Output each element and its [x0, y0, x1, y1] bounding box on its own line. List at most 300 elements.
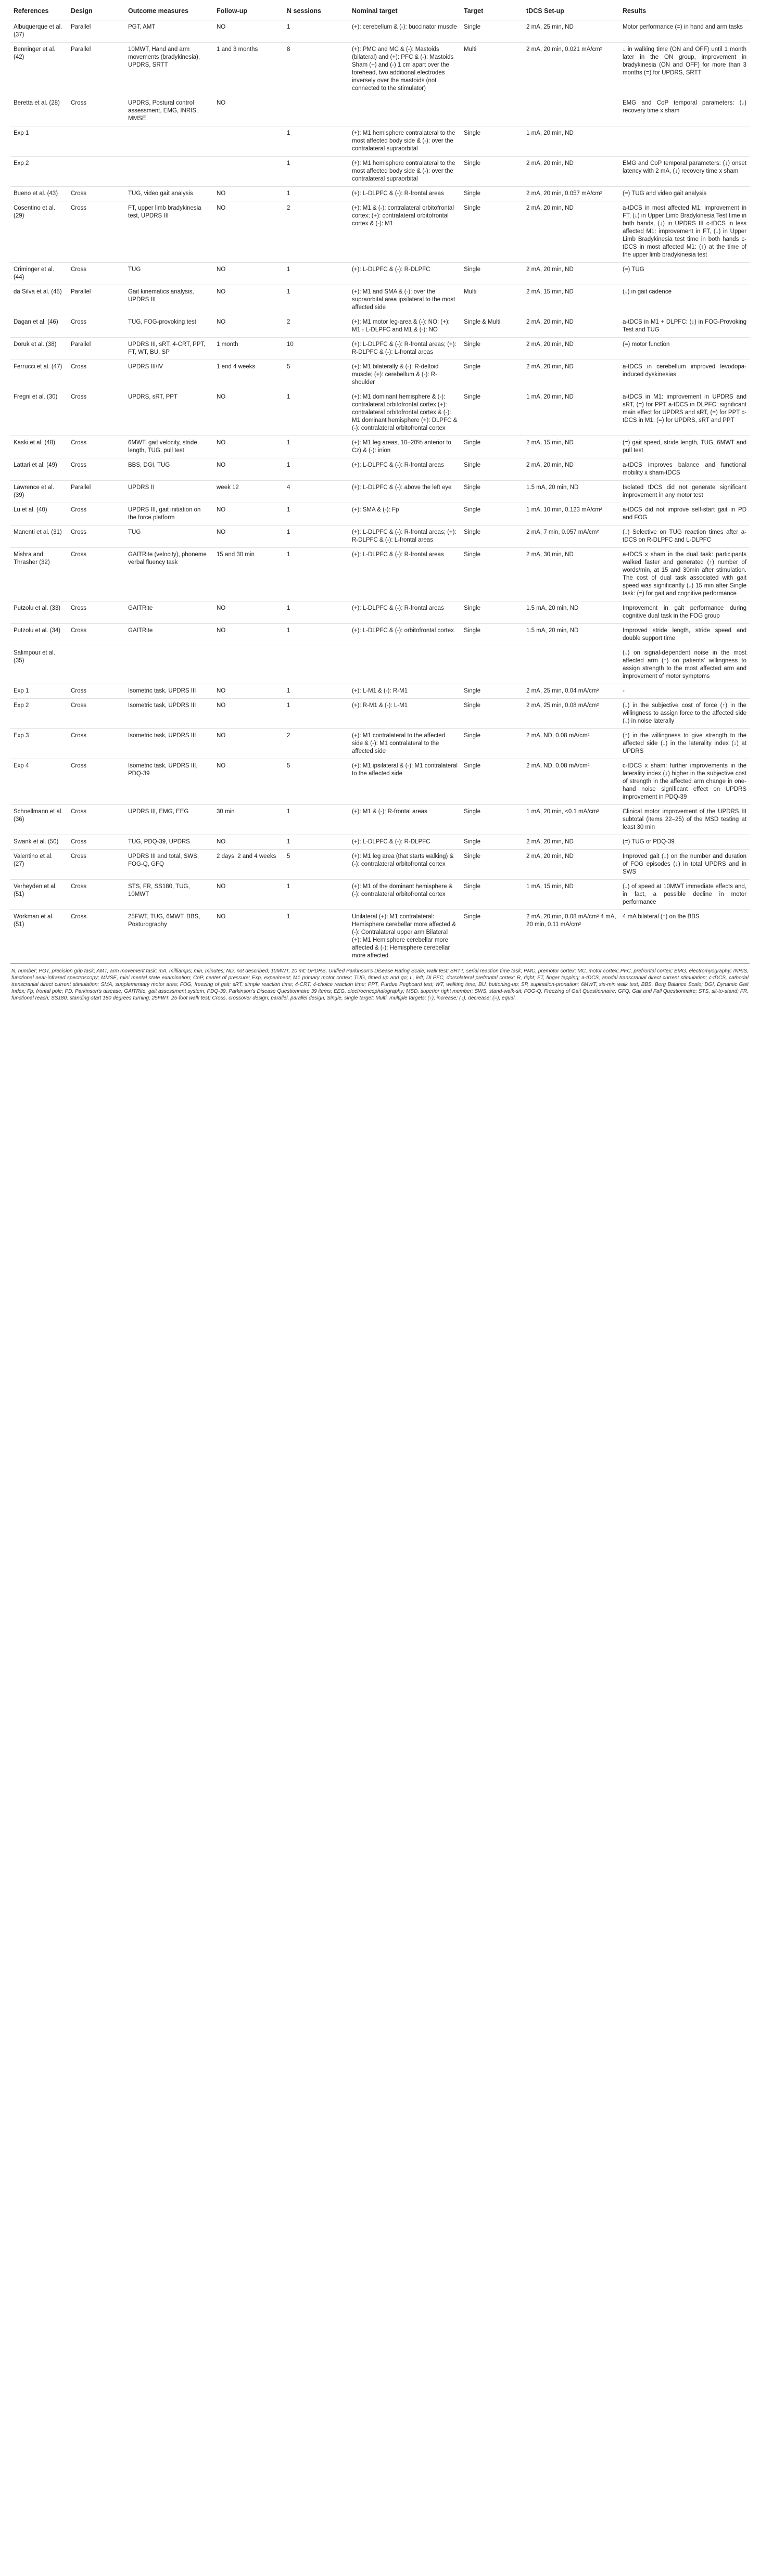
tdcs-setup-cell: 2 mA, 30 min, ND	[523, 548, 619, 601]
tdcs-setup-cell	[523, 96, 619, 126]
reference-cell: Cosentino et al. (29)	[10, 201, 68, 263]
nominal-target-cell: (+): M1 and SMA & (-): over the supraorbital area ipsilateral to the most affected side	[349, 285, 461, 315]
design-cell: Parallel	[68, 481, 125, 503]
target-cell: Single	[461, 458, 523, 481]
design-cell: Cross	[68, 880, 125, 910]
follow-up-cell: NO	[213, 729, 284, 759]
design-cell: Cross	[68, 436, 125, 458]
column-header: tDCS Set-up	[523, 3, 619, 20]
reference-cell: Exp 1	[10, 684, 68, 699]
nominal-target-cell: (+): L-DLPFC & (-): R-frontal areas	[349, 601, 461, 624]
outcome-measures-cell: Isometric task, UPDRS III	[125, 699, 213, 729]
follow-up-cell: NO	[213, 759, 284, 805]
tdcs-setup-cell: 2 mA, 20 min, ND	[523, 315, 619, 338]
n-sessions-cell: 1	[284, 187, 349, 201]
outcome-measures-cell: TUG	[125, 263, 213, 285]
design-cell: Cross	[68, 96, 125, 126]
target-cell: Single	[461, 601, 523, 624]
column-header: N sessions	[284, 3, 349, 20]
outcome-measures-cell: UPDRS III, gait initiation on the force platform	[125, 503, 213, 526]
outcome-measures-cell	[125, 646, 213, 684]
target-cell: Single	[461, 263, 523, 285]
design-cell: Cross	[68, 601, 125, 624]
follow-up-cell: 2 days, 2 and 4 weeks	[213, 850, 284, 880]
reference-cell: Lu et al. (40)	[10, 503, 68, 526]
reference-cell: Kaski et al. (48)	[10, 436, 68, 458]
n-sessions-cell: 4	[284, 481, 349, 503]
results-cell: c-tDCS x sham: further improvements in the laterality index (↓) higher in the subjective cost of strength in the affected arm change in one-hand noise significant effect on UPDRS improvement in PDQ-39	[619, 759, 750, 805]
n-sessions-cell: 1	[284, 910, 349, 964]
nominal-target-cell: (+): L-DLPFC & (-): above the left eye	[349, 481, 461, 503]
outcome-measures-cell: BBS, DGI, TUG	[125, 458, 213, 481]
design-cell: Cross	[68, 458, 125, 481]
tdcs-setup-cell: 1 mA, 20 min, ND	[523, 390, 619, 436]
column-header: Follow-up	[213, 3, 284, 20]
follow-up-cell	[213, 126, 284, 157]
column-header: References	[10, 3, 68, 20]
target-cell: Single	[461, 624, 523, 646]
table-row	[10, 126, 750, 157]
nominal-target-cell: (+): L-DLPFC & (-): R-frontal areas	[349, 458, 461, 481]
follow-up-cell: 1 and 3 months	[213, 43, 284, 96]
design-cell: Parallel	[68, 338, 125, 360]
n-sessions-cell: 1	[284, 548, 349, 601]
target-cell: Single	[461, 850, 523, 880]
outcome-measures-cell: GAITRite	[125, 601, 213, 624]
outcome-measures-cell: UPDRS, Postural control assessment, EMG, INRIS, MMSE	[125, 96, 213, 126]
follow-up-cell: NO	[213, 390, 284, 436]
target-cell: Single	[461, 20, 523, 43]
column-header: Target	[461, 3, 523, 20]
reference-cell: Workman et al. (51)	[10, 910, 68, 964]
n-sessions-cell: 1	[284, 805, 349, 835]
results-cell: -	[619, 684, 750, 699]
tdcs-setup-cell: 1 mA, 20 min, <0.1 mA/cm²	[523, 805, 619, 835]
design-cell: Cross	[68, 390, 125, 436]
nominal-target-cell	[349, 96, 461, 126]
table-row	[10, 699, 750, 729]
design-cell: Cross	[68, 684, 125, 699]
n-sessions-cell: 1	[284, 20, 349, 43]
table-row	[10, 458, 750, 481]
nominal-target-cell: (+): SMA & (-): Fp	[349, 503, 461, 526]
follow-up-cell: NO	[213, 835, 284, 850]
outcome-measures-cell: UPDRS III, EMG, EEG	[125, 805, 213, 835]
follow-up-cell: NO	[213, 285, 284, 315]
target-cell: Single	[461, 759, 523, 805]
results-cell: a-tDCS x sham in the dual task: participants walked faster and generated (↑) number of words/min, at 15 and 30min after stimulation. The cost of dual task associated with gait speed was significantly (↓) 15 min after Single task: (=) for gait and cognitive performance	[619, 548, 750, 601]
nominal-target-cell: (+): M1 ipsilateral & (-): M1 contralateral to the affected side	[349, 759, 461, 805]
results-cell: a-tDCS in M1: improvement in UPDRS and sRT, (=) for PPT a-tDCS in DLPFC: significant main effect for UPDRS and sRT, (=) for PPT c-tDCS in M1: (=) for UPDRS, sRT and PPT	[619, 390, 750, 436]
reference-cell: Beretta et al. (28)	[10, 96, 68, 126]
follow-up-cell	[213, 646, 284, 684]
n-sessions-cell: 1	[284, 880, 349, 910]
target-cell: Multi	[461, 285, 523, 315]
tdcs-setup-cell: 1.5 mA, 20 min, ND	[523, 601, 619, 624]
results-cell: Motor performance (=) in hand and arm tasks	[619, 20, 750, 43]
reference-cell: Exp 3	[10, 729, 68, 759]
table-row	[10, 526, 750, 548]
n-sessions-cell	[284, 96, 349, 126]
outcome-measures-cell: TUG, PDQ-39, UPDRS	[125, 835, 213, 850]
results-cell: EMG and CoP temporal parameters: (↓) recovery time x sham	[619, 96, 750, 126]
outcome-measures-cell: Isometric task, UPDRS III	[125, 684, 213, 699]
reference-cell: Valentino et al. (27)	[10, 850, 68, 880]
table-row	[10, 201, 750, 263]
results-cell: (=) motor function	[619, 338, 750, 360]
column-header: Outcome measures	[125, 3, 213, 20]
design-cell: Cross	[68, 201, 125, 263]
reference-cell: Salimpour et al. (35)	[10, 646, 68, 684]
follow-up-cell: 15 and 30 min	[213, 548, 284, 601]
n-sessions-cell: 1	[284, 503, 349, 526]
design-cell: Cross	[68, 805, 125, 835]
outcome-measures-cell: GAITRite	[125, 624, 213, 646]
n-sessions-cell: 1	[284, 835, 349, 850]
outcome-measures-cell: Gait kinematics analysis, UPDRS III	[125, 285, 213, 315]
header-row	[10, 3, 750, 20]
reference-cell: Mishra and Thrasher (32)	[10, 548, 68, 601]
tdcs-setup-cell: 2 mA, ND, 0.08 mA/cm²	[523, 729, 619, 759]
follow-up-cell: NO	[213, 96, 284, 126]
results-cell: (↓) in the subjective cost of force (↑) in the willingness to assign force to the affected side (↓) in noise laterally	[619, 699, 750, 729]
outcome-measures-cell: UPDRS III and total, SWS, FOG-Q, GFQ	[125, 850, 213, 880]
design-cell	[68, 157, 125, 187]
nominal-target-cell: (+): R-M1 & (-): L-M1	[349, 699, 461, 729]
n-sessions-cell: 1	[284, 390, 349, 436]
nominal-target-cell: (+): L-DLPFC & (-): orbitofrontal cortex	[349, 624, 461, 646]
nominal-target-cell: (+): M1 dominant hemisphere & (-): contralateral orbitofrontal cortex (+): contralateral orbitofrontal cortex & (-): M1 dominant hemisphere (+): DLPFC & (-): contralateral orbitofrontal cortex	[349, 390, 461, 436]
follow-up-cell: NO	[213, 315, 284, 338]
n-sessions-cell: 1	[284, 601, 349, 624]
nominal-target-cell: (+): PMC and MC & (-): Mastoids (bilateral) and (+): PFC & (-): Mastoids Sham (+) and (-) 1 cm apart over the forehead, two additional electrodes inversely over the mastoids (not connected to the stimulator)	[349, 43, 461, 96]
outcome-measures-cell: TUG, FOG-provoking test	[125, 315, 213, 338]
design-cell: Cross	[68, 526, 125, 548]
design-cell: Cross	[68, 187, 125, 201]
follow-up-cell: NO	[213, 20, 284, 43]
target-cell: Single	[461, 684, 523, 699]
table-body	[10, 20, 750, 964]
table-row	[10, 390, 750, 436]
table-row	[10, 729, 750, 759]
target-cell: Single	[461, 548, 523, 601]
table-header	[10, 3, 750, 20]
table-row	[10, 646, 750, 684]
reference-cell: Exp 1	[10, 126, 68, 157]
tdcs-setup-cell: 2 mA, 15 min, ND	[523, 285, 619, 315]
tdcs-setup-cell: 2 mA, 25 min, ND	[523, 20, 619, 43]
follow-up-cell: NO	[213, 624, 284, 646]
tdcs-setup-cell: 2 mA, 25 min, 0.08 mA/cm²	[523, 699, 619, 729]
reference-cell: Albuquerque et al. (37)	[10, 20, 68, 43]
table-row	[10, 43, 750, 96]
tdcs-setup-cell: 2 mA, 20 min, ND	[523, 338, 619, 360]
follow-up-cell: NO	[213, 263, 284, 285]
target-cell: Single	[461, 187, 523, 201]
n-sessions-cell: 5	[284, 850, 349, 880]
design-cell: Cross	[68, 729, 125, 759]
reference-cell: Bueno et al. (43)	[10, 187, 68, 201]
follow-up-cell: NO	[213, 601, 284, 624]
target-cell: Single	[461, 699, 523, 729]
n-sessions-cell: 1	[284, 263, 349, 285]
tdcs-setup-cell: 2 mA, 20 min, ND	[523, 360, 619, 390]
reference-cell: Lawrence et al. (39)	[10, 481, 68, 503]
nominal-target-cell	[349, 646, 461, 684]
follow-up-cell: 1 month	[213, 338, 284, 360]
design-cell: Cross	[68, 315, 125, 338]
n-sessions-cell: 5	[284, 360, 349, 390]
tdcs-setup-cell: 1 mA, 20 min, ND	[523, 126, 619, 157]
target-cell	[461, 96, 523, 126]
table-row	[10, 315, 750, 338]
table-row	[10, 360, 750, 390]
follow-up-cell: NO	[213, 880, 284, 910]
results-cell: Isolated tDCS did not generate significant improvement in any motor test	[619, 481, 750, 503]
outcome-measures-cell: TUG, video gait analysis	[125, 187, 213, 201]
table-row	[10, 880, 750, 910]
tdcs-setup-cell: 2 mA, 20 min, ND	[523, 850, 619, 880]
tdcs-setup-cell: 2 mA, 20 min, 0.08 mA/cm² 4 mA, 20 min, 0.11 mA/cm²	[523, 910, 619, 964]
table-row	[10, 481, 750, 503]
nominal-target-cell: (+): M1 bilaterally & (-): R-deltoid muscle; (+): cerebellum & (-): R-shoulder	[349, 360, 461, 390]
nominal-target-cell: Unilateral (+): M1 contralateral: Hemisphere cerebellar more affected & (-): Contralateral upper arm Bilateral (+): M1 Hemisphere cerebellar more affected & (-): Hemisphere cerebellar more affected	[349, 910, 461, 964]
follow-up-cell	[213, 157, 284, 187]
outcome-measures-cell: TUG	[125, 526, 213, 548]
design-cell: Cross	[68, 624, 125, 646]
table-row	[10, 850, 750, 880]
tdcs-setup-cell: 2 mA, 20 min, ND	[523, 157, 619, 187]
target-cell: Single	[461, 436, 523, 458]
target-cell: Single	[461, 390, 523, 436]
n-sessions-cell	[284, 646, 349, 684]
design-cell: Cross	[68, 699, 125, 729]
design-cell: Cross	[68, 759, 125, 805]
column-header: Nominal target	[349, 3, 461, 20]
results-cell: Improved gait (↓) on the number and duration of FOG episodes (↓) in total UPDRS and in SWS	[619, 850, 750, 880]
reference-cell: Lattari et al. (49)	[10, 458, 68, 481]
reference-cell: da Silva et al. (45)	[10, 285, 68, 315]
reference-cell: Putzolu et al. (33)	[10, 601, 68, 624]
target-cell	[461, 646, 523, 684]
outcome-measures-cell: UPDRS, sRT, PPT	[125, 390, 213, 436]
outcome-measures-cell: PGT, AMT	[125, 20, 213, 43]
results-cell: (↓) of speed at 10MWT immediate effects and, in fact, a possible decline in motor performance	[619, 880, 750, 910]
reference-cell: Putzolu et al. (34)	[10, 624, 68, 646]
results-cell: (=) TUG and video gait analysis	[619, 187, 750, 201]
results-cell: 4 mA bilateral (↑) on the BBS	[619, 910, 750, 964]
follow-up-cell: NO	[213, 699, 284, 729]
n-sessions-cell: 1	[284, 285, 349, 315]
reference-cell: Swank et al. (50)	[10, 835, 68, 850]
follow-up-cell: NO	[213, 684, 284, 699]
nominal-target-cell: (+): M1 hemisphere contralateral to the most affected body side & (-): over the contralateral supraorbital	[349, 126, 461, 157]
design-cell: Parallel	[68, 20, 125, 43]
table-row	[10, 759, 750, 805]
target-cell: Multi	[461, 43, 523, 96]
tdcs-setup-cell: 2 mA, 25 min, 0.04 mA/cm²	[523, 684, 619, 699]
n-sessions-cell: 1	[284, 699, 349, 729]
document-page	[10, 0, 750, 1002]
reference-cell: Exp 2	[10, 699, 68, 729]
design-cell: Cross	[68, 503, 125, 526]
design-cell: Cross	[68, 850, 125, 880]
results-cell: Improvement in gait performance during cognitive dual task in the FOG group	[619, 601, 750, 624]
n-sessions-cell: 1	[284, 684, 349, 699]
table-row	[10, 157, 750, 187]
target-cell: Single	[461, 910, 523, 964]
outcome-measures-cell: STS, FR, SS180, TUG, 10MWT	[125, 880, 213, 910]
design-cell: Cross	[68, 263, 125, 285]
table-row	[10, 624, 750, 646]
outcome-measures-cell: Isometric task, UPDRS III	[125, 729, 213, 759]
reference-cell: Schoellmann et al. (36)	[10, 805, 68, 835]
follow-up-cell: 1 end 4 weeks	[213, 360, 284, 390]
nominal-target-cell: (+): M1 contralateral to the affected side & (-): M1 contralateral to the affected side	[349, 729, 461, 759]
studies-table	[10, 3, 750, 964]
n-sessions-cell: 2	[284, 729, 349, 759]
follow-up-cell: 30 min	[213, 805, 284, 835]
results-cell: a-tDCS did not improve self-start gait in PD and FOG	[619, 503, 750, 526]
target-cell: Single	[461, 503, 523, 526]
tdcs-setup-cell: 2 mA, 20 min, 0.057 mA/cm²	[523, 187, 619, 201]
follow-up-cell: NO	[213, 187, 284, 201]
tdcs-setup-cell: 1.5 mA, 20 min, ND	[523, 624, 619, 646]
follow-up-cell: NO	[213, 201, 284, 263]
tdcs-setup-cell: 2 mA, 20 min, 0.021 mA/cm²	[523, 43, 619, 96]
column-header: Results	[619, 3, 750, 20]
design-cell: Parallel	[68, 285, 125, 315]
target-cell: Single	[461, 157, 523, 187]
table-row	[10, 436, 750, 458]
n-sessions-cell: 1	[284, 436, 349, 458]
nominal-target-cell: (+): L-DLPFC & (-): R-frontal areas	[349, 548, 461, 601]
reference-cell: Verheyden et al. (51)	[10, 880, 68, 910]
reference-cell: Benninger et al. (42)	[10, 43, 68, 96]
results-cell: a-tDCS in cerebellum improved levodopa-induced dyskinesias	[619, 360, 750, 390]
n-sessions-cell: 1	[284, 157, 349, 187]
n-sessions-cell: 8	[284, 43, 349, 96]
table-row	[10, 263, 750, 285]
table-row	[10, 601, 750, 624]
follow-up-cell: NO	[213, 526, 284, 548]
n-sessions-cell: 1	[284, 624, 349, 646]
outcome-measures-cell: 25FWT, TUG, 6MWT, BBS, Posturography	[125, 910, 213, 964]
n-sessions-cell: 1	[284, 126, 349, 157]
table-row	[10, 96, 750, 126]
tdcs-setup-cell: 1 mA, 10 min, 0.123 mA/cm²	[523, 503, 619, 526]
follow-up-cell: NO	[213, 436, 284, 458]
outcome-measures-cell: UPDRS III/IV	[125, 360, 213, 390]
reference-cell: Ferrucci et al. (47)	[10, 360, 68, 390]
table-footnote: N, number; PGT, precision grip task; AMT, arm movement task; mA, milliamps; min, minutes; ND, not described; 10MWT, 10 mt; UPDRS, Unified Parkinson's Disease Rating Scale; walk test; SRTT, serial reaction time task; PMC, premotor cortex; MC, motor cortex; PFC, prefrontal cortex; EMG, electromyography; INRIS, functional near-infrared spectroscopy; MMSE, mini mental state examination; CoP, center of pressure; Exp, experiment; M1 primary motor cortex; TUG, timed up and go; L, left; DLPFC, dorsolateral prefrontal cortex; R, right; FT, finger tapping; a-tDCS, anodal transcranial direct current stimulation; c-tDCS, cathodal transcranial direct current stimulation; SMA, supplementary motor area; FOG, freezing of gait; sRT, simple reaction time; 4-CRT, 4-choice reaction time; PPT, Purdue Pegboard test; WT, walking time; BU, buttoning-up; SP, supination-pronation; 6MWT, six-min walk test; BBS, Berg Balance Scale; DGI, Dynamic Gait Index; Fp, frontal pole; PD, Parkinson's disease; GAITRite, gait assessment system; PDQ-39, Parkinson's Disease Questionnaire 39 items; EEG, electroencephalography; MSD, superior right member; SWS, stand-walk-sit; FOG-Q, Freezing of Gait Questionnaire; GFQ, Gait and Fall Questionnaire; STS, sit-to-stand; FR, functional reach; SS180, standing-start 180 degrees turning; 25FWT, 25-foot walk test; Cross, crossover design; parallel, parallel design; Single, single target; Multi, multiple targets; (↑), increase; (↓), decrease; (=), equal.	[11, 968, 749, 1001]
tdcs-setup-cell: 2 mA, 7 min, 0.057 mA/cm²	[523, 526, 619, 548]
results-cell: (↓) on signal-dependent noise in the most affected arm (↑) on patients' willingness to assign strength to the most affected arm and improvement of motor symptoms	[619, 646, 750, 684]
design-cell	[68, 646, 125, 684]
outcome-measures-cell: 10MWT, Hand and arm movements (bradykinesia), UPDRS, SRTT	[125, 43, 213, 96]
tdcs-setup-cell: 2 mA, 20 min, ND	[523, 835, 619, 850]
outcome-measures-cell: GAITRite (velocity), phoneme verbal fluency task	[125, 548, 213, 601]
nominal-target-cell: (+): cerebellum & (-): buccinator muscle	[349, 20, 461, 43]
results-cell: (=) gait speed, stride length, TUG, 6MWT and pull test	[619, 436, 750, 458]
table-row	[10, 187, 750, 201]
n-sessions-cell: 1	[284, 526, 349, 548]
results-cell: (=) TUG	[619, 263, 750, 285]
follow-up-cell: NO	[213, 503, 284, 526]
results-cell: EMG and CoP temporal parameters: (↓) onset latency with 2 mA, (↓) recovery time x sham	[619, 157, 750, 187]
tdcs-setup-cell	[523, 646, 619, 684]
reference-cell: Exp 2	[10, 157, 68, 187]
n-sessions-cell: 2	[284, 201, 349, 263]
nominal-target-cell: (+): L-DLPFC & (-): R-frontal areas	[349, 187, 461, 201]
target-cell: Single	[461, 481, 523, 503]
table-row	[10, 503, 750, 526]
reference-cell: Fregni et al. (30)	[10, 390, 68, 436]
target-cell: Single	[461, 729, 523, 759]
design-cell: Cross	[68, 548, 125, 601]
tdcs-setup-cell: 1 mA, 15 min, ND	[523, 880, 619, 910]
tdcs-setup-cell: 2 mA, 20 min, ND	[523, 458, 619, 481]
tdcs-setup-cell: 2 mA, ND, 0.08 mA/cm²	[523, 759, 619, 805]
results-cell: (↓) Selective on TUG reaction times after a-tDCS on R-DLPFC and L-DLPFC	[619, 526, 750, 548]
reference-cell: Doruk et al. (38)	[10, 338, 68, 360]
target-cell: Single	[461, 338, 523, 360]
reference-cell: Exp 4	[10, 759, 68, 805]
tdcs-setup-cell: 2 mA, 20 min, ND	[523, 201, 619, 263]
nominal-target-cell: (+): L-DLPFC & (-): R-frontal areas; (+): R-DLPFC & (-): L-frontal areas	[349, 526, 461, 548]
design-cell: Cross	[68, 835, 125, 850]
results-cell: ↓ in walking time (ON and OFF) until 1 month later in the ON group, improvement in bradykinesia (ON and OFF) for more than 3 months (=) for UPDRS, SRTT	[619, 43, 750, 96]
nominal-target-cell: (+): M1 leg area (that starts walking) & (-): contralateral orbitofrontal cortex	[349, 850, 461, 880]
nominal-target-cell: (+): M1 hemisphere contralateral to the most affected body side & (-): over the contralateral supraorbital	[349, 157, 461, 187]
table-row	[10, 684, 750, 699]
target-cell: Single	[461, 360, 523, 390]
results-cell: (↑) in the willingness to give strength to the affected side (↓) in the laterality index (↓) at UPDRS	[619, 729, 750, 759]
results-cell: (↓) in gait cadence	[619, 285, 750, 315]
design-cell	[68, 126, 125, 157]
follow-up-cell: NO	[213, 910, 284, 964]
design-cell: Parallel	[68, 43, 125, 96]
column-header: Design	[68, 3, 125, 20]
nominal-target-cell: (+): M1 & (-): R-frontal areas	[349, 805, 461, 835]
table-row	[10, 805, 750, 835]
nominal-target-cell: (+): L-DLPFC & (-): R-DLPFC	[349, 835, 461, 850]
design-cell: Cross	[68, 910, 125, 964]
outcome-measures-cell: UPDRS III, sRT, 4-CRT, PPT, FT, WT, BU, SP	[125, 338, 213, 360]
results-cell: a-tDCS in most affected M1: improvement in FT, (↓) in Upper Limb Bradykinesia Test time in both hands, (↓) in UPDRS III c-tDCS in less affected M1: improvement in FT, (↓) in Upper Limb Bradykinesia test time in both hands c-tDCS in most affected M1: (↑) at the time of the upper limb bradykinesia test	[619, 201, 750, 263]
target-cell: Single	[461, 201, 523, 263]
reference-cell: Criminger et al. (44)	[10, 263, 68, 285]
results-cell: Improved stride length, stride speed and double support time	[619, 624, 750, 646]
target-cell: Single	[461, 805, 523, 835]
results-cell	[619, 126, 750, 157]
nominal-target-cell: (+): M1 of the dominant hemisphere & (-): contralateral orbitofrontal cortex	[349, 880, 461, 910]
results-cell: (=) TUG or PDQ-39	[619, 835, 750, 850]
table-row	[10, 548, 750, 601]
nominal-target-cell: (+): L-DLPFC & (-): R-DLPFC	[349, 263, 461, 285]
follow-up-cell: week 12	[213, 481, 284, 503]
n-sessions-cell: 5	[284, 759, 349, 805]
nominal-target-cell: (+): L-M1 & (-): R-M1	[349, 684, 461, 699]
table-row	[10, 910, 750, 964]
target-cell: Single	[461, 126, 523, 157]
target-cell: Single & Multi	[461, 315, 523, 338]
target-cell: Single	[461, 526, 523, 548]
outcome-measures-cell: FT, upper limb bradykinesia test, UPDRS III	[125, 201, 213, 263]
outcome-measures-cell	[125, 126, 213, 157]
reference-cell: Manenti et al. (31)	[10, 526, 68, 548]
target-cell: Single	[461, 880, 523, 910]
